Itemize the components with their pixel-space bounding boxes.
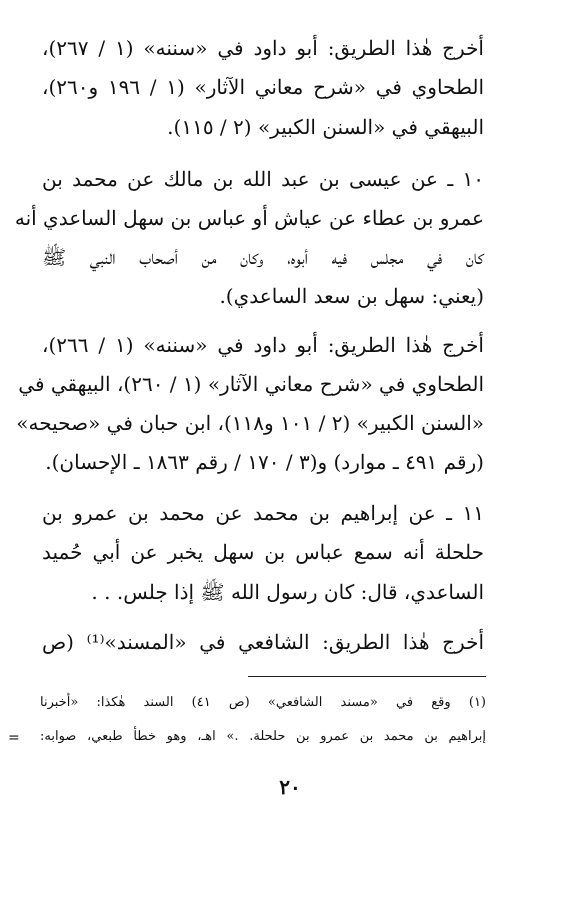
text-line: أخرج هٰذا الطريق: الشافعي في «المسند»⁽¹⁾ (ص — [42, 630, 484, 654]
text-line: كان في مجلس فيه أبوه، وكان من أصحاب النبي ﷺ — [42, 245, 484, 269]
footnote-line: إبراهيم بن محمد بن عمرو بن حلحلة. .» اهـ، وهو خطأ طبعي، صوابه: — [40, 729, 486, 744]
text-line: ١١ ـ عن إبراهيم بن محمد عن محمد بن عمرو بن — [42, 501, 484, 525]
text-line: أخرج هٰذا الطريق: أبو داود في «سننه» (١ / ٢٦٧)، — [42, 36, 484, 60]
text-line: أخرج هٰذا الطريق: أبو داود في «سننه» (١ / ٢٦٦)، — [42, 333, 484, 357]
text-line: البيهقي في «السنن الكبير» (٢ / ١١٥). — [167, 115, 484, 139]
text-line: عمرو بن عطاء عن عياش أو عباس بن سهل الساعدي أنه — [14, 206, 484, 230]
text-line: الطحاوي في «شرح معاني الآثار» (١ / ٢٦٠)، البيهقي في — [18, 372, 484, 396]
footnote-line: (١) وقع في «مسند الشافعي» (ص ٤١) السند هٰكذا: «أخبرنا — [40, 695, 486, 710]
text-line: (يعني: سهل بن سعد الساعدي). — [219, 284, 484, 308]
text-line: الساعدي، قال: كان رسول الله ﷺ إذا جلس. . . — [91, 580, 484, 604]
page-number: ٢٠ — [279, 775, 301, 799]
text-line: الطحاوي في «شرح معاني الآثار» (١ / ١٩٦ و٢٦٠)، — [42, 75, 485, 99]
text-line: ١٠ ـ عن عيسى بن عبد الله بن مالك عن محمد بن — [42, 167, 484, 191]
text-line: حلحلة أنه سمع عباس بن سهل يخبر عن أبي حُميد — [42, 540, 484, 564]
text-line: (رقم ٤٩١ ـ موارد) و(٣ / ١٧٠ / رقم ١٨٦٣ ـ الإحسان). — [45, 450, 484, 474]
footnote-continuation-mark: = — [8, 730, 20, 746]
text-line: «السنن الكبير» (٢ / ١٠١ و١١٨)، ابن حبان في «صحيحه» — [16, 411, 484, 435]
footnote-separator — [248, 676, 486, 677]
